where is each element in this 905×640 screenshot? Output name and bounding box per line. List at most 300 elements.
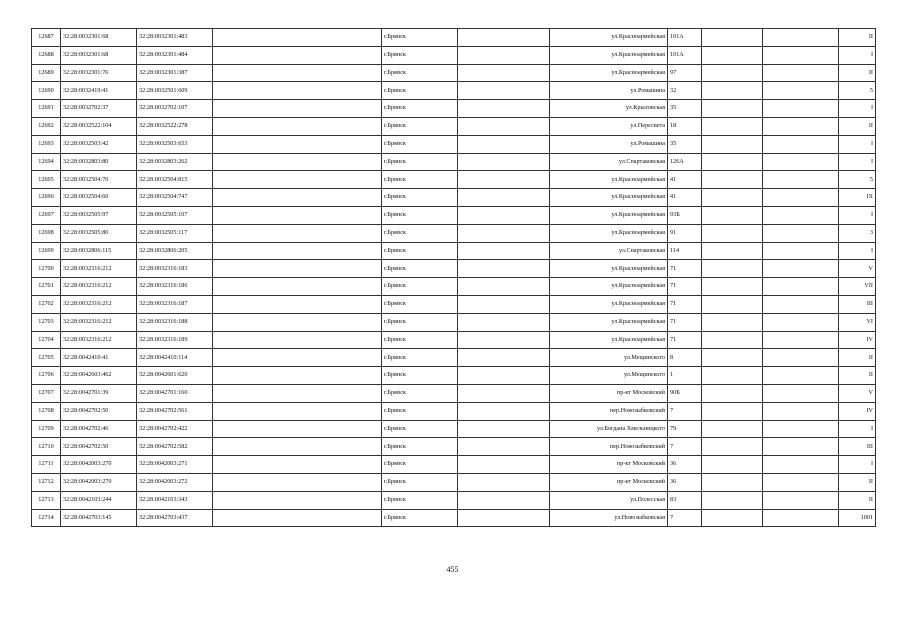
table-cell: 93Б: [668, 206, 702, 224]
table-cell: [702, 171, 763, 189]
table-cell: 32:28:0042702:582: [137, 438, 213, 456]
table-cell: г.Брянск: [382, 206, 458, 224]
table-cell: 32:28:0032501:609: [137, 82, 213, 100]
table-cell: ул.Красноармейская: [550, 260, 668, 278]
table-cell: 1: [668, 367, 702, 385]
table-cell: 114: [668, 242, 702, 260]
table-cell: [763, 438, 839, 456]
table-cell: [702, 438, 763, 456]
table-cell: 101А: [668, 46, 702, 64]
table-cell: [702, 278, 763, 296]
table-cell: [763, 171, 839, 189]
table-cell: 12689: [32, 64, 61, 82]
table-cell: [702, 224, 763, 242]
table-cell: [458, 473, 550, 491]
table-cell: ул.Полесская: [550, 491, 668, 509]
table-cell: [458, 349, 550, 367]
table-body: [32, 29, 876, 527]
table-cell: г.Брянск: [382, 456, 458, 474]
table-cell: 32:28:0032522:278: [137, 117, 213, 135]
table-row: [32, 456, 876, 474]
table-cell: I: [839, 100, 876, 118]
table-cell: г.Брянск: [382, 135, 458, 153]
table-cell: [458, 384, 550, 402]
table-cell: ул.Богдана Хмельницкого: [550, 420, 668, 438]
table-cell: 32:28:0042702:422: [137, 420, 213, 438]
table-cell: [763, 402, 839, 420]
table-cell: 5: [839, 171, 876, 189]
table-cell: ул.Ромашина: [550, 82, 668, 100]
table-row: [32, 295, 876, 313]
table-cell: 32:28:0032316:212: [61, 331, 137, 349]
table-row: [32, 206, 876, 224]
table-row: [32, 313, 876, 331]
table-row: [32, 153, 876, 171]
table-row: [32, 473, 876, 491]
table-cell: IX: [839, 189, 876, 207]
table-cell: 32:28:0032505:80: [61, 224, 137, 242]
table-cell: г.Брянск: [382, 64, 458, 82]
table-cell: [702, 64, 763, 82]
table-cell: 32:28:0032419:41: [61, 82, 137, 100]
table-row: [32, 278, 876, 296]
table-cell: 12706: [32, 367, 61, 385]
table-cell: [702, 473, 763, 491]
table-cell: [458, 242, 550, 260]
table-cell: 12710: [32, 438, 61, 456]
table-cell: 12712: [32, 473, 61, 491]
table-cell: [458, 206, 550, 224]
table-cell: [213, 456, 382, 474]
table-cell: г.Брянск: [382, 29, 458, 47]
table-cell: I: [839, 46, 876, 64]
table-cell: [458, 153, 550, 171]
table-cell: ул.Мещинского: [550, 349, 668, 367]
table-cell: 12705: [32, 349, 61, 367]
table-cell: [213, 242, 382, 260]
table-cell: [702, 46, 763, 64]
table-cell: г.Брянск: [382, 420, 458, 438]
table-cell: 32:28:0042703:437: [137, 509, 213, 527]
table-cell: [213, 64, 382, 82]
table-cell: [458, 456, 550, 474]
table-cell: 32:28:0042603:462: [61, 367, 137, 385]
table-cell: ул.Спартаковская: [550, 242, 668, 260]
table-cell: 32:28:0042702:561: [137, 402, 213, 420]
table-cell: 32:28:0032504:815: [137, 171, 213, 189]
table-cell: 32:28:0032504:70: [61, 171, 137, 189]
table-cell: [213, 82, 382, 100]
table-cell: [213, 189, 382, 207]
table-cell: V: [839, 384, 876, 402]
table-cell: 32:28:0032316:188: [137, 313, 213, 331]
table-cell: 12692: [32, 117, 61, 135]
table-cell: 32:28:0042601:620: [137, 367, 213, 385]
table-cell: ул.Ромашина: [550, 135, 668, 153]
table-cell: 32:28:0032522:104: [61, 117, 137, 135]
table-cell: [458, 313, 550, 331]
table-cell: 32:28:0032505:97: [61, 206, 137, 224]
table-cell: 32:28:0032503:653: [137, 135, 213, 153]
table-cell: ул.Красноармейская: [550, 295, 668, 313]
table-cell: 12691: [32, 100, 61, 118]
table-cell: 12695: [32, 171, 61, 189]
table-cell: 35: [668, 135, 702, 153]
table-cell: I: [839, 456, 876, 474]
table-cell: [763, 295, 839, 313]
table-cell: [702, 402, 763, 420]
table-cell: [458, 260, 550, 278]
table-cell: [763, 420, 839, 438]
table-cell: г.Брянск: [382, 313, 458, 331]
table-cell: [213, 438, 382, 456]
table-cell: пр-кт Московский: [550, 384, 668, 402]
table-cell: 79: [668, 420, 702, 438]
table-cell: [702, 349, 763, 367]
table-cell: III: [839, 295, 876, 313]
table-cell: 32: [668, 82, 702, 100]
table-cell: 12714: [32, 509, 61, 527]
table-cell: 32:28:0032504:747: [137, 189, 213, 207]
table-cell: [763, 491, 839, 509]
table-row: [32, 402, 876, 420]
table-cell: [213, 491, 382, 509]
table-cell: ул.Красноармейская: [550, 206, 668, 224]
table-cell: г.Брянск: [382, 491, 458, 509]
table-cell: ул.Красноармейская: [550, 313, 668, 331]
table-cell: 32:28:0032316:212: [61, 313, 137, 331]
table-cell: 32:28:0032803:262: [137, 153, 213, 171]
table-cell: ул.Красноармейская: [550, 29, 668, 47]
table-cell: г.Брянск: [382, 242, 458, 260]
table-cell: 83: [668, 491, 702, 509]
table-cell: VII: [839, 278, 876, 296]
table-cell: 12693: [32, 135, 61, 153]
table-cell: 32:28:0032316:183: [137, 260, 213, 278]
table-cell: г.Брянск: [382, 117, 458, 135]
table-cell: 12688: [32, 46, 61, 64]
table-cell: 32:28:0042702:46: [61, 420, 137, 438]
table-cell: [702, 260, 763, 278]
table-cell: [763, 206, 839, 224]
table-cell: [458, 189, 550, 207]
table-cell: пр-кт Московский: [550, 456, 668, 474]
table-row: [32, 242, 876, 260]
table-cell: II: [839, 349, 876, 367]
table-cell: 32:28:0032301:483: [137, 29, 213, 47]
table-cell: ул.Мещинского: [550, 367, 668, 385]
table-cell: [213, 331, 382, 349]
table-cell: [763, 331, 839, 349]
table-cell: [458, 331, 550, 349]
table-cell: [702, 135, 763, 153]
table-cell: III: [839, 438, 876, 456]
table-cell: [213, 367, 382, 385]
table-cell: г.Брянск: [382, 402, 458, 420]
table-cell: 32:28:0032301:68: [61, 29, 137, 47]
table-cell: 12713: [32, 491, 61, 509]
table-cell: [763, 260, 839, 278]
table-cell: ул.Крыловская: [550, 100, 668, 118]
table-cell: II: [839, 491, 876, 509]
table-cell: IV: [839, 331, 876, 349]
table-cell: г.Брянск: [382, 189, 458, 207]
table-row: [32, 117, 876, 135]
table-cell: [763, 456, 839, 474]
table-row: [32, 100, 876, 118]
table-cell: 71: [668, 278, 702, 296]
table-cell: [763, 153, 839, 171]
table-cell: [213, 117, 382, 135]
table-cell: IV: [839, 402, 876, 420]
table-cell: [458, 100, 550, 118]
table-cell: 7: [668, 509, 702, 527]
table-cell: [213, 153, 382, 171]
table-cell: 32:28:0032301:484: [137, 46, 213, 64]
table-cell: [458, 29, 550, 47]
table-cell: пр-кт Московский: [550, 473, 668, 491]
table-cell: г.Брянск: [382, 295, 458, 313]
table-cell: [702, 331, 763, 349]
table-cell: 36: [668, 473, 702, 491]
table-cell: [213, 29, 382, 47]
table-cell: [213, 295, 382, 313]
table-cell: [702, 491, 763, 509]
table-cell: [458, 509, 550, 527]
table-cell: 71: [668, 295, 702, 313]
table-cell: [213, 473, 382, 491]
table-cell: [213, 349, 382, 367]
table-cell: 32:28:0032702:107: [137, 100, 213, 118]
table-cell: [458, 278, 550, 296]
table-cell: V: [839, 260, 876, 278]
table-cell: 32:28:0042003:270: [61, 473, 137, 491]
table-row: [32, 189, 876, 207]
table-cell: 32:28:0032301:387: [137, 64, 213, 82]
table-cell: 32:28:0032806:205: [137, 242, 213, 260]
table-cell: [702, 189, 763, 207]
table-cell: 32:28:0042003:272: [137, 473, 213, 491]
table-row: [32, 171, 876, 189]
table-row: [32, 29, 876, 47]
table-cell: 32:28:0042103:343: [137, 491, 213, 509]
table-cell: 32:28:0032505:107: [137, 206, 213, 224]
table-cell: [458, 367, 550, 385]
table-row: [32, 260, 876, 278]
table-cell: 41: [668, 189, 702, 207]
table-cell: [702, 509, 763, 527]
table-cell: [763, 384, 839, 402]
table-cell: [702, 82, 763, 100]
table-cell: ул.Красноармейская: [550, 46, 668, 64]
table-cell: II: [839, 64, 876, 82]
table-cell: 8: [668, 349, 702, 367]
table-cell: [213, 420, 382, 438]
table-cell: 12708: [32, 402, 61, 420]
table-cell: г.Брянск: [382, 367, 458, 385]
table-cell: ул.Новозыбковская: [550, 509, 668, 527]
table-cell: [213, 278, 382, 296]
table-cell: 35: [668, 100, 702, 118]
table-cell: 32:28:0032316:189: [137, 331, 213, 349]
table-cell: [763, 117, 839, 135]
table-row: [32, 384, 876, 402]
table-cell: [213, 100, 382, 118]
table-cell: [702, 420, 763, 438]
table-cell: г.Брянск: [382, 331, 458, 349]
table-cell: II: [839, 117, 876, 135]
table-cell: 12699: [32, 242, 61, 260]
table-cell: [458, 135, 550, 153]
table-cell: 32:28:0032503:42: [61, 135, 137, 153]
table-cell: ул.Красноармейская: [550, 64, 668, 82]
table-cell: ул.Пересвета: [550, 117, 668, 135]
table-row: [32, 82, 876, 100]
table-cell: г.Брянск: [382, 260, 458, 278]
table-cell: 101А: [668, 29, 702, 47]
table-cell: 32:28:0042410:41: [61, 349, 137, 367]
table-cell: [458, 64, 550, 82]
table-cell: 71: [668, 331, 702, 349]
table-cell: 97: [668, 64, 702, 82]
table-cell: ул.Спартаковская: [550, 153, 668, 171]
table-cell: [213, 206, 382, 224]
table-cell: [702, 456, 763, 474]
table-row: [32, 438, 876, 456]
table-cell: 32:28:0032316:212: [61, 260, 137, 278]
table-row: [32, 509, 876, 527]
table-cell: 12703: [32, 313, 61, 331]
table-cell: 71: [668, 313, 702, 331]
table-cell: 3: [839, 224, 876, 242]
table-cell: II: [839, 473, 876, 491]
table-cell: VI: [839, 313, 876, 331]
table-cell: [702, 384, 763, 402]
table-cell: [702, 367, 763, 385]
table-row: [32, 367, 876, 385]
table-cell: [763, 278, 839, 296]
table-cell: [213, 313, 382, 331]
table-cell: [458, 224, 550, 242]
table-cell: 32:28:0032301:76: [61, 64, 137, 82]
table-cell: 12696: [32, 189, 61, 207]
table-cell: 12711: [32, 456, 61, 474]
table-cell: [702, 242, 763, 260]
table-cell: [763, 367, 839, 385]
table-cell: 32:28:0032301:68: [61, 46, 137, 64]
table-cell: [458, 420, 550, 438]
table-cell: 7: [668, 438, 702, 456]
table-cell: 32:28:0032504:60: [61, 189, 137, 207]
table-cell: 36: [668, 456, 702, 474]
table-cell: 32:28:0042701:39: [61, 384, 137, 402]
table-cell: [763, 242, 839, 260]
table-cell: 41: [668, 171, 702, 189]
table-cell: 7: [668, 402, 702, 420]
table-cell: г.Брянск: [382, 82, 458, 100]
table-cell: 32:28:0042701:160: [137, 384, 213, 402]
registry-table: [31, 28, 876, 527]
table-row: [32, 349, 876, 367]
table-cell: 32:28:0032806:115: [61, 242, 137, 260]
table-cell: г.Брянск: [382, 473, 458, 491]
table-cell: 32:28:0032702:37: [61, 100, 137, 118]
table-cell: г.Брянск: [382, 384, 458, 402]
table-cell: [702, 295, 763, 313]
table-cell: [702, 313, 763, 331]
table-cell: [763, 349, 839, 367]
table-cell: I: [839, 206, 876, 224]
table-cell: 32:28:0042003:271: [137, 456, 213, 474]
table-cell: 12707: [32, 384, 61, 402]
table-cell: 12697: [32, 206, 61, 224]
table-cell: II: [839, 367, 876, 385]
table-cell: [763, 224, 839, 242]
table-cell: [213, 46, 382, 64]
table-cell: ул.Красноармейская: [550, 189, 668, 207]
table-row: [32, 64, 876, 82]
table-cell: [763, 135, 839, 153]
table-cell: г.Брянск: [382, 171, 458, 189]
table-cell: [213, 384, 382, 402]
table-cell: пер.Новозыбковский: [550, 402, 668, 420]
table-cell: [213, 135, 382, 153]
table-cell: 12700: [32, 260, 61, 278]
table-cell: 32:28:0032316:186: [137, 278, 213, 296]
table-cell: [702, 206, 763, 224]
table-cell: [702, 117, 763, 135]
table-cell: [213, 402, 382, 420]
table-cell: 12687: [32, 29, 61, 47]
table-cell: ул.Красноармейская: [550, 331, 668, 349]
table-cell: 12709: [32, 420, 61, 438]
table-cell: II: [839, 29, 876, 47]
table-cell: [458, 491, 550, 509]
table-cell: [763, 46, 839, 64]
table-cell: [458, 295, 550, 313]
table-cell: ул.Красноармейская: [550, 224, 668, 242]
table-cell: 32:28:0042703:145: [61, 509, 137, 527]
table-cell: 12698: [32, 224, 61, 242]
table-cell: [763, 64, 839, 82]
table-cell: [458, 82, 550, 100]
table-cell: [458, 438, 550, 456]
table-cell: 32:28:0042103:244: [61, 491, 137, 509]
table-cell: ул.Красноармейская: [550, 171, 668, 189]
table-cell: I: [839, 420, 876, 438]
table-cell: 90Б: [668, 384, 702, 402]
table-cell: [213, 260, 382, 278]
table-cell: 32:28:0032316:187: [137, 295, 213, 313]
table-cell: [763, 100, 839, 118]
table-cell: г.Брянск: [382, 46, 458, 64]
table-cell: [763, 473, 839, 491]
table-cell: [213, 171, 382, 189]
table-cell: 12694: [32, 153, 61, 171]
table-cell: [763, 29, 839, 47]
table-cell: [458, 402, 550, 420]
table-cell: г.Брянск: [382, 278, 458, 296]
table-cell: [763, 189, 839, 207]
table-cell: [458, 171, 550, 189]
table-cell: 18: [668, 117, 702, 135]
table-cell: 71: [668, 260, 702, 278]
table-cell: ул.Красноармейская: [550, 278, 668, 296]
table-cell: 12701: [32, 278, 61, 296]
table-cell: 126А: [668, 153, 702, 171]
table-row: [32, 491, 876, 509]
table-cell: 32:28:0032316:212: [61, 278, 137, 296]
